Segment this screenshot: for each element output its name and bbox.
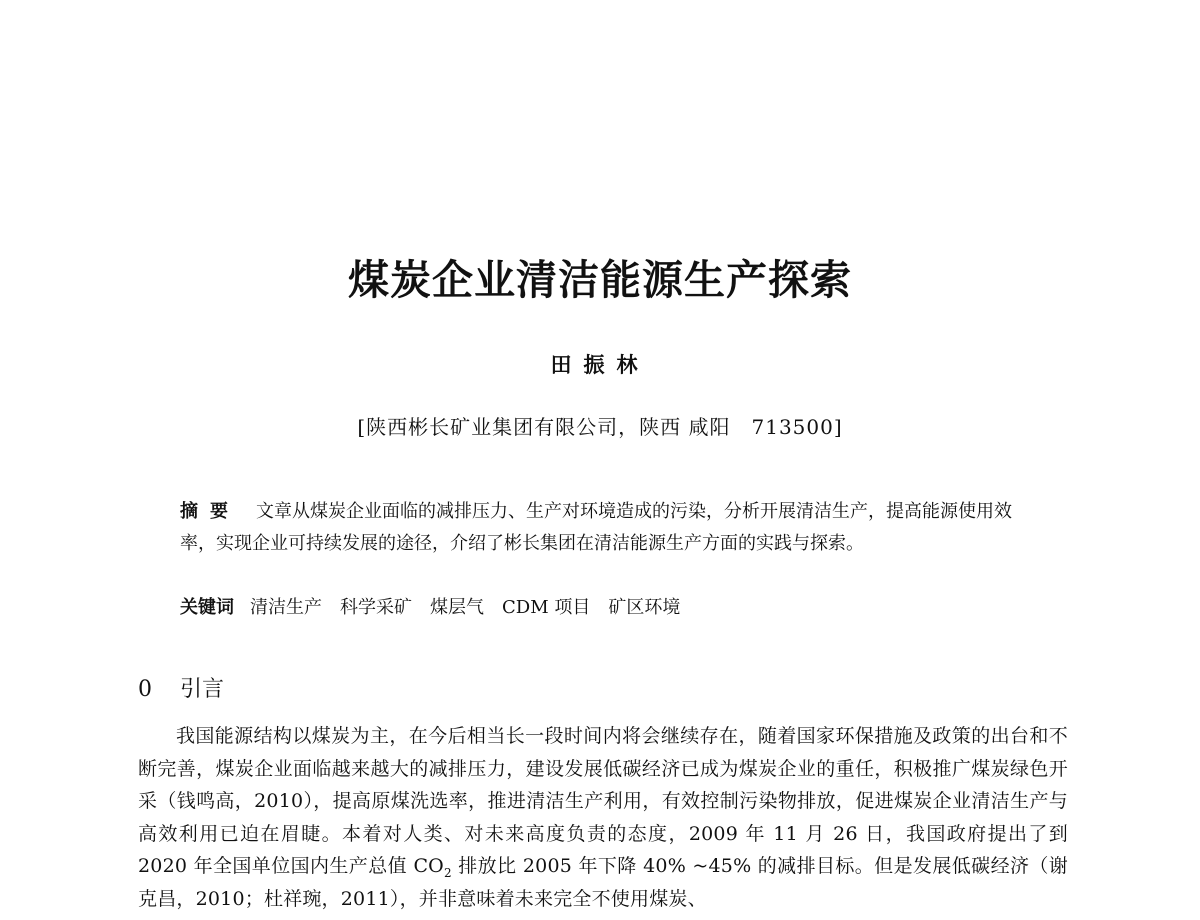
abstract-label: 摘要 <box>180 501 240 522</box>
body-paragraph <box>138 720 1068 916</box>
section-title: 引言 <box>180 677 225 702</box>
abstract-block <box>180 496 1030 559</box>
keyword-item: 清洁生产 <box>250 597 322 618</box>
section-number: 0 <box>138 677 152 702</box>
body-text-part1: 我国能源结构以煤炭为主，在今后相当长一段时间内将会继续存在，随着国家环保措施及政策的出台和不断完善，煤炭企业面临越来越大的减排压力，建设发展低碳经济已成为煤炭企业的重任，积极推广煤炭绿色开采（钱鸣高，2010），提高原煤洗选率，推进清洁生产利用，有效控制污染物排放，促进煤炭企业清洁生产与高效利用已迫在眉睫。本着对人类、对未来高度负责的态度，2009 年 11 月 26 日，我国政府提出了到 2020 年全国单位国内生产总值 CO <box>138 725 1068 878</box>
keyword-item: 科学采矿 <box>340 597 412 618</box>
keyword-item: 矿区环境 <box>608 597 681 618</box>
keyword-item: CDM 项目 <box>502 597 591 618</box>
co2-subscript: 2 <box>443 866 452 881</box>
author-name: 田振林 <box>550 352 650 377</box>
keyword-item: 煤层气 <box>430 597 484 618</box>
author-affiliation: [陕西彬长矿业集团有限公司，陕西 咸阳 713500] <box>357 415 843 439</box>
body-text-part2: 排放比 2005 年下降 40% ~45% 的减排目标。但是发展低碳经济（谢克昌，2010；杜祥琬，2011），并非意味着未来完全不使用煤炭、 <box>138 855 1068 910</box>
abstract-text: 文章从煤炭企业面临的减排压力、生产对环境造成的污染，分析开展清洁生产，提高能源使用效率，实现企业可持续发展的途径，介绍了彬长集团在清洁能源生产方面的实践与探索。 <box>180 501 1012 554</box>
keywords-block <box>180 592 1030 624</box>
keywords-label: 关键词 <box>180 597 234 618</box>
section-heading <box>138 674 224 706</box>
paper-title: 煤炭企业清洁能源生产探索 <box>348 256 852 304</box>
